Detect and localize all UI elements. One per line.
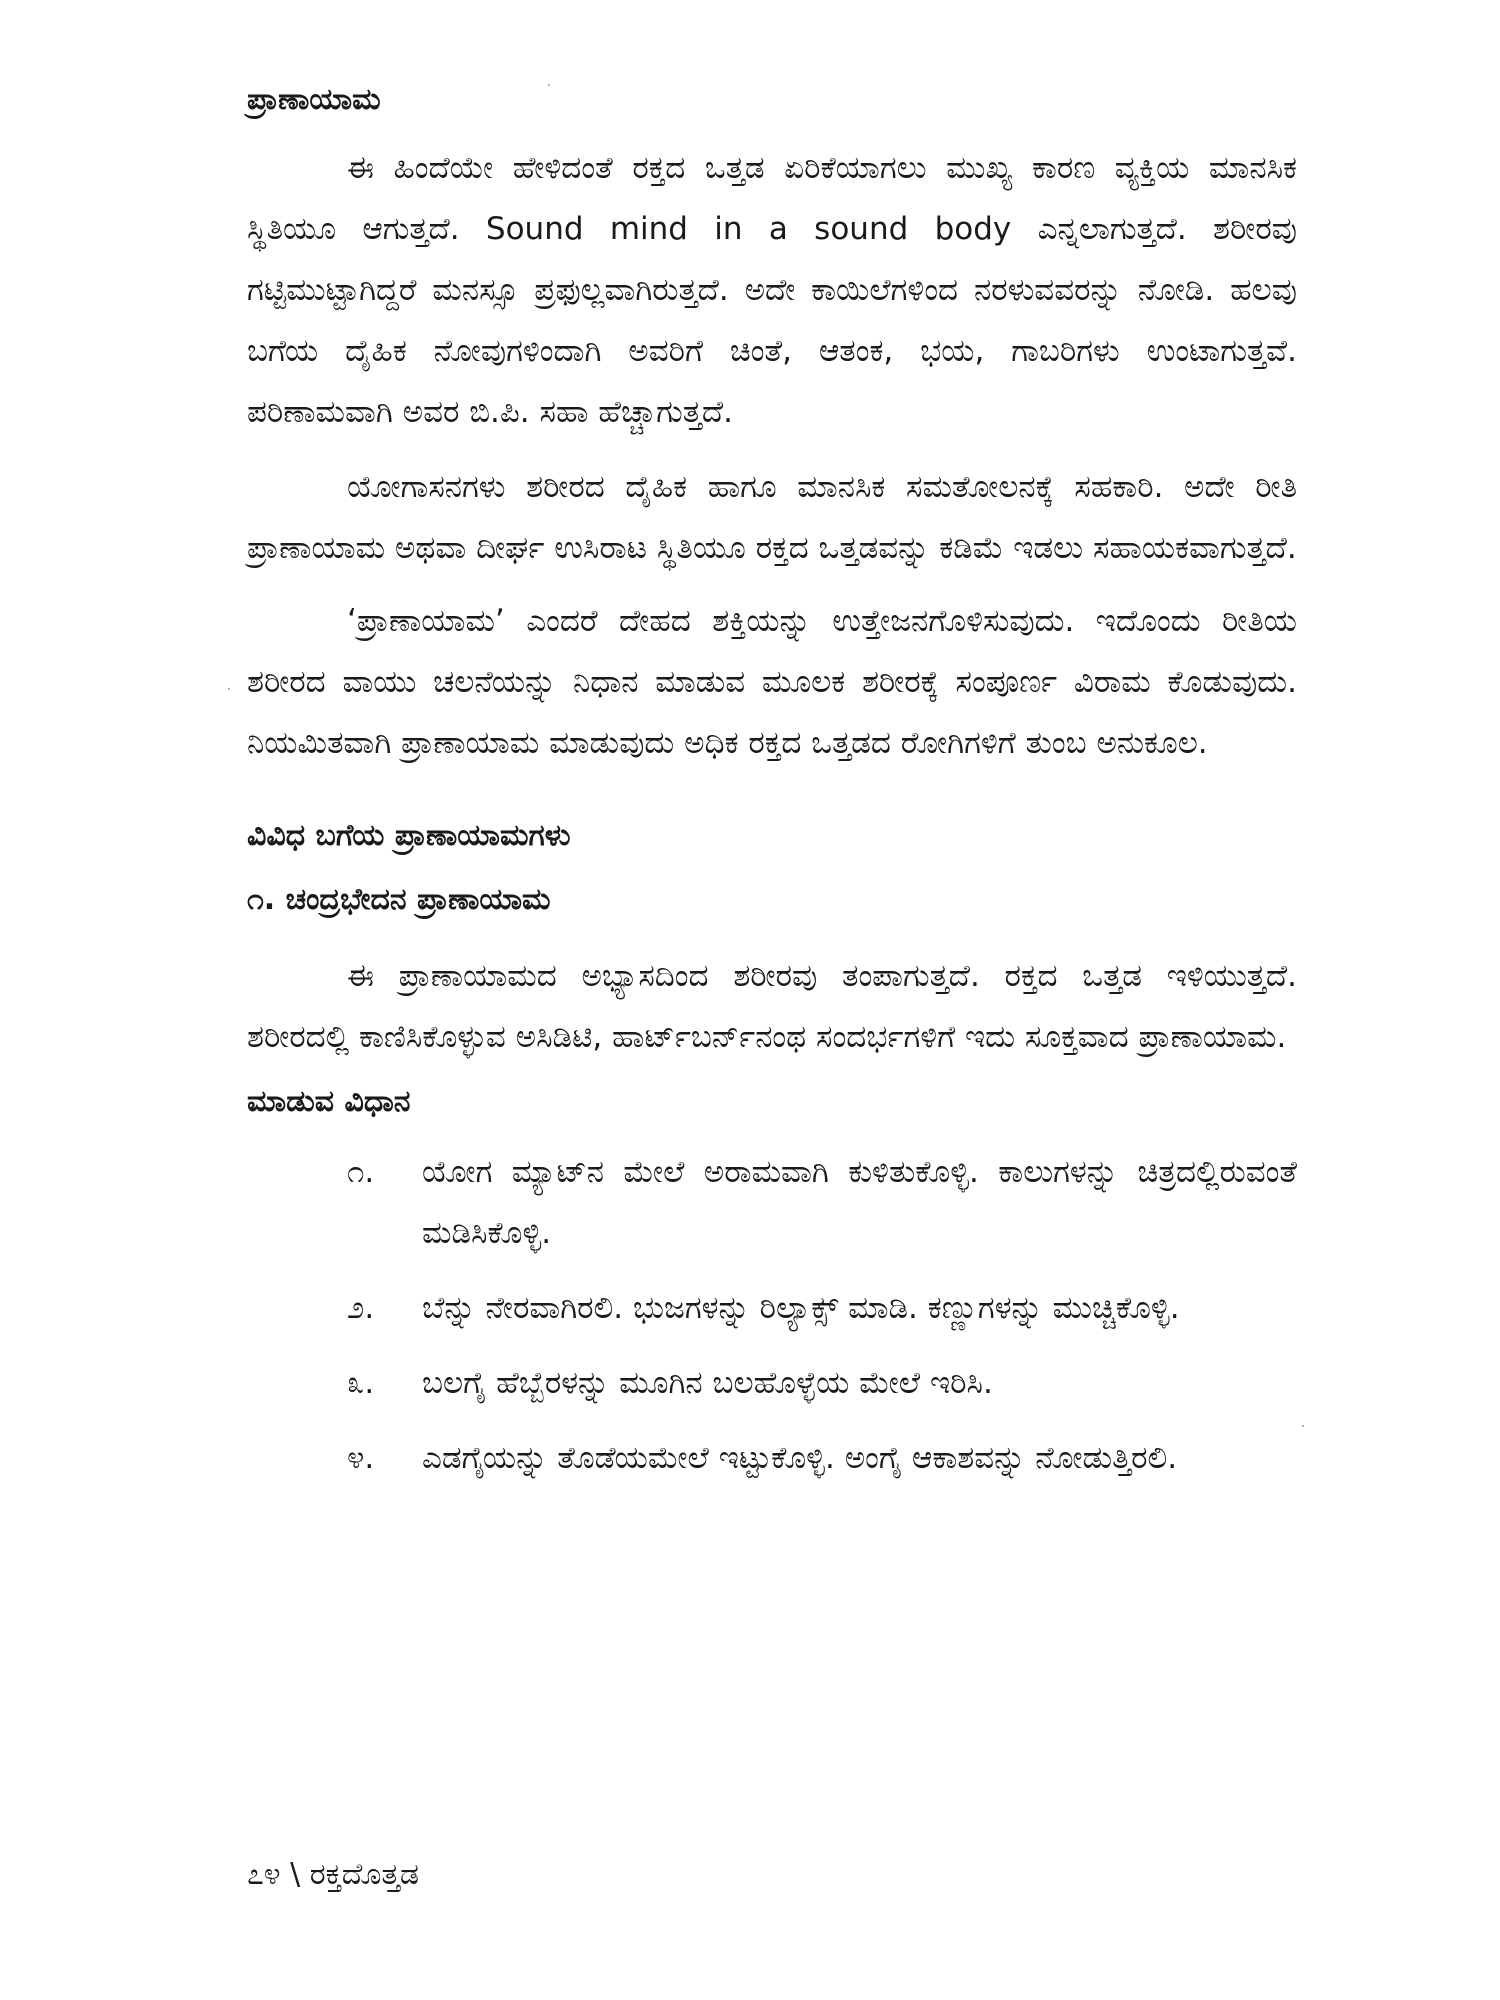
scan-speck (548, 84, 550, 86)
types-heading: ವಿವಿಧ ಬಗೆಯ ಪ್ರಾಣಾಯಾಮಗಳು (247, 818, 571, 853)
page-footer: ೭೪ \ ರಕ್ತದೊತ್ತಡ (247, 1857, 419, 1892)
page-content (247, 78, 1297, 1503)
scan-speck (1302, 1425, 1304, 1427)
step-number: ೨. (347, 1290, 375, 1326)
step-number: ೩. (347, 1365, 375, 1401)
sub-heading: ೧. ಚಂದ್ರಭೇದನ ಪ್ರಾಣಾಯಾಮ (247, 882, 551, 917)
paragraph-2: ಯೋಗಾಸನಗಳು ಶರೀರದ ದೈಹಿಕ ಹಾಗೂ ಮಾನಸಿಕ ಸಮತೋಲನಕ್ಕೆ ಸಹಕಾರಿ. ಅದೇ ರೀತಿ ಪ್ರಾಣಾಯಾಮ ಅಥವಾ ದೀರ್ಘ ಉಸಿರಾಟ ಸ್ಥಿತಿಯೂ ರಕ್ತದ ಒತ್ತಡವನ್ನು ಕಡಿಮೆ ಇಡಲು ಸಹಾಯಕವಾಗುತ್ತದೆ. (247, 469, 1297, 566)
method-heading: ಮಾಡುವ ವಿಧಾನ (247, 1084, 411, 1119)
list-item (347, 1142, 1297, 1264)
paragraph-1: ಈ ಹಿಂದೆಯೇ ಹೇಳಿದಂತೆ ರಕ್ತದ ಒತ್ತಡ ಏರಿಕೆಯಾಗಲು ಮುಖ್ಯ ಕಾರಣ ವ್ಯಕ್ತಿಯ ಮಾನಸಿಕ ಸ್ಥಿತಿಯೂ ಆಗುತ್ತದೆ. Sound mind in a sound body ಎನ್ನಲಾಗುತ್ತದೆ. ಶರೀರವು ಗಟ್ಟಿಮುಟ್ಟಾಗಿದ್ದರೆ ಮನಸ್ಸೂ ಪ್ರಫುಲ್ಲವಾಗಿರುತ್ತದೆ. ಅದೇ ಕಾಯಿಲೆಗಳಿಂದ ನರಳುವವರನ್ನು ನೋಡಿ. ಹಲವು ಬಗೆಯ ದೈಹಿಕ ನೋವುಗಳಿಂದಾಗಿ ಅವರಿಗೆ ಚಿಂತೆ, ಆತಂಕ, ಭಯ, ಗಾಬರಿಗಳು ಉಂಟಾಗುತ್ತವೆ. ಪರಿಣಾಮವಾಗಿ ಅವರ ಬಿ.ಪಿ. ಸಹಾ ಹೆಚ್ಚಾಗುತ್ತದೆ. (247, 150, 1297, 430)
step-number: ೧. (347, 1154, 375, 1190)
step-text: ಯೋಗ ಮ್ಯಾಟ್‌ನ ಮೇಲೆ ಅರಾಮವಾಗಿ ಕುಳಿತುಕೊಳ್ಳಿ. ಕಾಲುಗಳನ್ನು ಚಿತ್ರದಲ್ಲಿರುವಂತೆ ಮಡಿಸಿಕೊಳ್ಳಿ. (422, 1154, 1297, 1251)
step-text: ಎಡಗೈಯನ್ನು ತೊಡೆಯಮೇಲೆ ಇಟ್ಟುಕೊಳ್ಳಿ. ಅಂಗೈ ಆಕಾಶವನ್ನು ನೋಡುತ್ತಿರಲಿ. (422, 1440, 1178, 1476)
list-item (347, 1428, 1297, 1489)
section-heading: ಪ್ರಾಣಾಯಾಮ (247, 82, 381, 117)
scan-speck (228, 688, 230, 690)
list-item (347, 1353, 1297, 1414)
step-text: ಬಲಗೈ ಹೆಬ್ಬೆರಳನ್ನು ಮೂಗಿನ ಬಲಹೊಳ್ಳೆಯ ಮೇಲೆ ಇರಿಸಿ. (422, 1365, 993, 1401)
steps-list (347, 1142, 1297, 1489)
sub-paragraph: ಈ ಪ್ರಾಣಾಯಾಮದ ಅಭ್ಯಾಸದಿಂದ ಶರೀರವು ತಂಪಾಗುತ್ತದೆ. ರಕ್ತದ ಒತ್ತಡ ಇಳಿಯುತ್ತದೆ. ಶರೀರದಲ್ಲಿ ಕಾಣಿಸಿಕೊಳ್ಳುವ ಅಸಿಡಿಟಿ, ಹಾರ್ಟ್‌ಬರ್ನ್‌ನಂಥ ಸಂದರ್ಭಗಳಿಗೆ ಇದು ಸೂಕ್ತವಾದ ಪ್ರಾಣಾಯಾಮ. (247, 958, 1297, 1055)
step-number: ೪. (347, 1440, 375, 1476)
list-item (347, 1278, 1297, 1339)
paragraph-3: ‘ಪ್ರಾಣಾಯಾಮ’ ಎಂದರೆ ದೇಹದ ಶಕ್ತಿಯನ್ನು ಉತ್ತೇಜನಗೊಳಿಸುವುದು. ಇದೊಂದು ರೀತಿಯ ಶರೀರದ ವಾಯು ಚಲನೆಯನ್ನು ನಿಧಾನ ಮಾಡುವ ಮೂಲಕ ಶರೀರಕ್ಕೆ ಸಂಪೂರ್ಣ ವಿರಾಮ ಕೊಡುವುದು. ನಿಯಮಿತವಾಗಿ ಪ್ರಾಣಾಯಾಮ ಮಾಡುವುದು ಅಧಿಕ ರಕ್ತದ ಒತ್ತಡದ ರೋಗಿಗಳಿಗೆ ತುಂಬ ಅನುಕೂಲ. (247, 603, 1297, 761)
step-text: ಬೆನ್ನು ನೇರವಾಗಿರಲಿ. ಭುಜಗಳನ್ನು ರಿಲ್ಯಾಕ್ಸ್ ಮಾಡಿ. ಕಣ್ಣುಗಳನ್ನು ಮುಚ್ಚಿಕೊಳ್ಳಿ. (422, 1290, 1180, 1326)
